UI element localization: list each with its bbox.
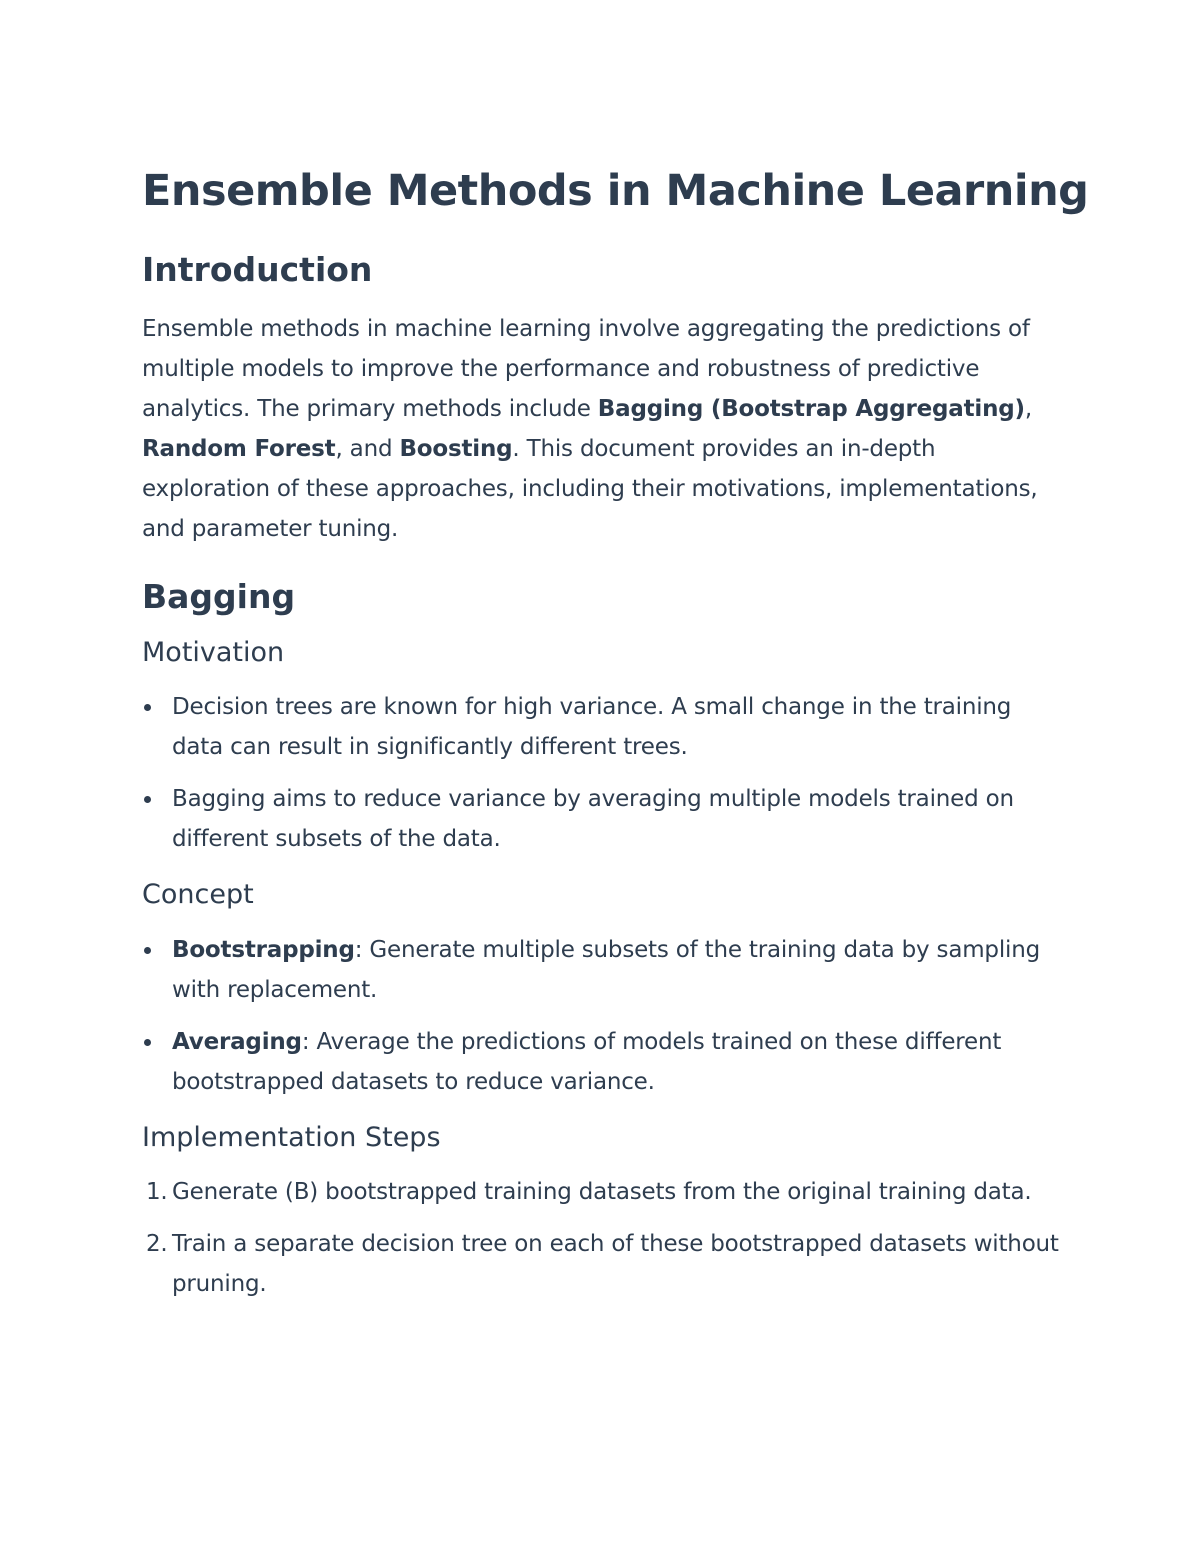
- intro-text-3: , and: [335, 436, 400, 463]
- list-item: Bagging aims to reduce variance by averaging multiple models trained on different subsets of the data.: [142, 779, 1062, 859]
- intro-text-4: . This document provides an in-depth exploration of these approaches, including their motivations, implementations, and parameter tuning.: [142, 436, 1038, 543]
- concept-term: Bootstrapping: [172, 936, 355, 963]
- intro-text-2: ,: [1024, 396, 1032, 423]
- intro-bold-boosting: Boosting: [399, 436, 513, 463]
- motivation-list: [142, 687, 1062, 859]
- introduction-paragraph: [142, 309, 1062, 549]
- concept-heading: Concept: [142, 879, 254, 911]
- intro-bold-random-forest: Random Forest: [142, 436, 336, 463]
- list-item: [142, 930, 1062, 1010]
- implementation-list: [142, 1172, 1062, 1304]
- document-page: [142, 166, 1089, 1316]
- concept-text: : Generate multiple subsets of the training data by sampling with replacement.: [172, 936, 1040, 1003]
- bagging-heading: Bagging: [142, 577, 296, 617]
- document-title: Ensemble Methods in Machine Learning: [142, 166, 1089, 216]
- motivation-heading: Motivation: [142, 636, 285, 668]
- intro-bold-bagging: Bagging (Bootstrap Aggregating): [597, 396, 1025, 423]
- concept-list: [142, 930, 1062, 1102]
- list-item: [142, 1022, 1062, 1102]
- step-text: Train a separate decision tree on each of these bootstrapped datasets without pruning.: [172, 1230, 1059, 1297]
- list-item: Decision trees are known for high variance. A small change in the training data can result in significantly different trees.: [142, 687, 1062, 767]
- intro-text-1: Ensemble methods in machine learning involve aggregating the predictions of multiple models to improve the performance and robustness of predictive analytics. The primary methods include: [142, 316, 1030, 423]
- concept-term: Averaging: [172, 1028, 302, 1055]
- step-number: 1.: [146, 1178, 168, 1205]
- concept-text: : Average the predictions of models trained on these different bootstrapped datasets to reduce variance.: [172, 1028, 1002, 1095]
- introduction-heading: Introduction: [142, 249, 373, 289]
- step-number: 2.: [146, 1230, 168, 1257]
- step-text: Generate (B) bootstrapped training datasets from the original training data.: [172, 1178, 1032, 1205]
- implementation-heading: Implementation Steps: [142, 1121, 441, 1153]
- list-item: [142, 1224, 1062, 1304]
- list-item: [142, 1172, 1062, 1212]
